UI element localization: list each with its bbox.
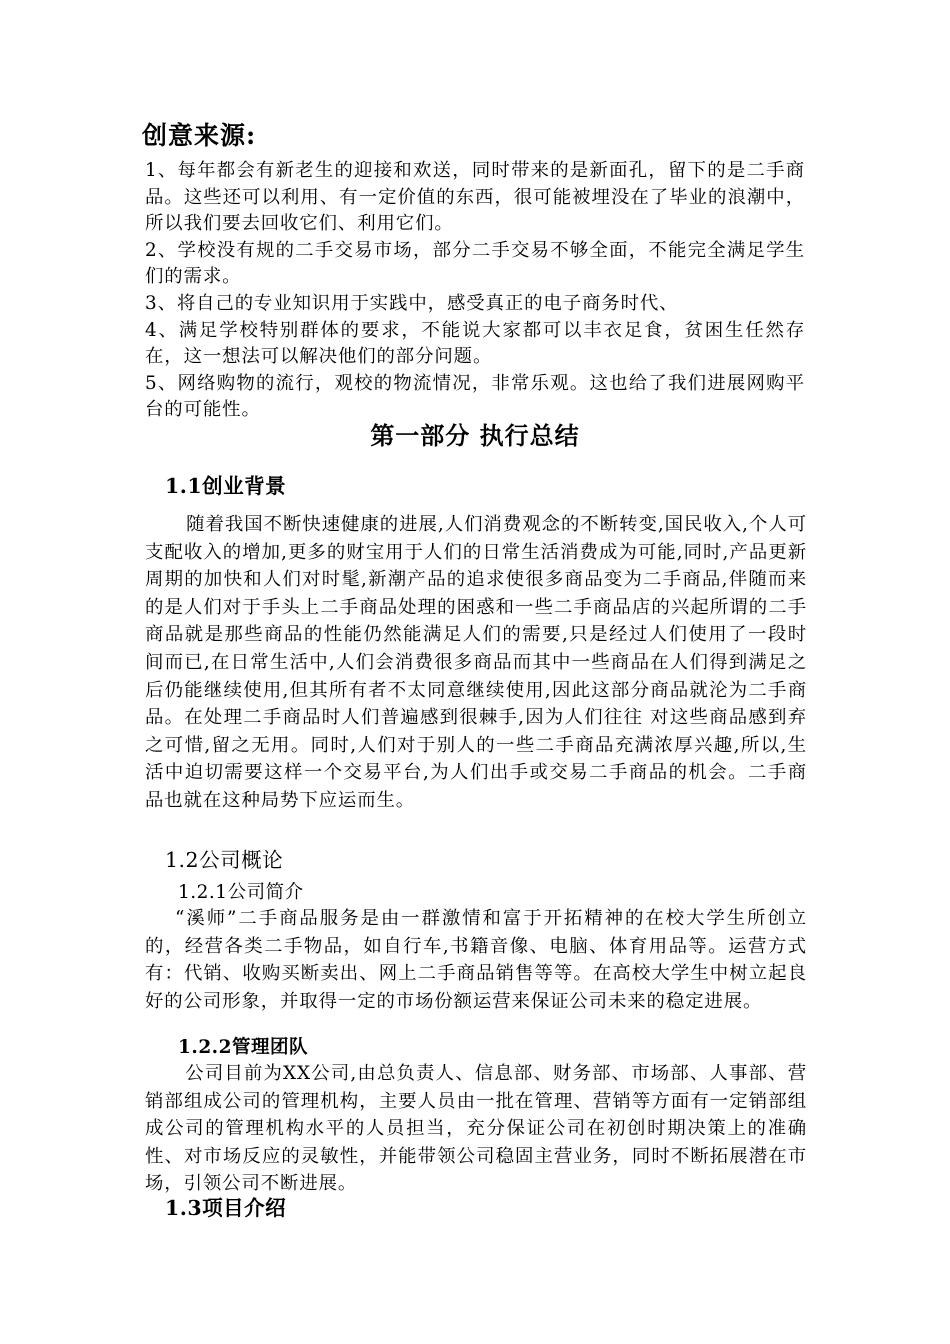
section-paragraph-team <box>145 1060 807 1198</box>
paragraph-text: 公司目前为XX公司,由总负责人、信息部、财务部、市场部、人事部、营销部组成公司的管理机构，主要人员由一批在管理、营销等方面有一定销部组成公司的管理机构水平的人员担当，充分保证公司在初创时期决策上的准确性、对市场反应的灵敏性，并能带领公司稳固主营业务，同时不断拓展潜在市场，引领公司不断进展。 <box>145 1063 807 1195</box>
section-heading-1-2: 1.2公司概论 <box>165 848 284 872</box>
paragraph-text: 随着我国不断快速健康的进展,人们消费观念的不断转变,国民收入,个人可支配收入的增加,更多的财宝用于人们的日常生活消费成为可能,同时,产品更新周期的加快和人们对时髦,新潮产品的追求使很多商品变为二手商品,伴随而来的是人们对于手头上二手商品处理的困惑和一些二手商品店的兴起所谓的二手商品就是那些商品的性能仍然能满足人们的需要,只是经过人们使用了一段时间而已,在日常生活中,人们会消费很多商品而其中一些商品在人们得到满足之后仍能继续使用,但其所有者不太同意继续使用,因此这部分商品就沦为二手商品。在处理二手商品时人们普遍感到很棘手,因为人们往往 对这些商品感到弃之可惜,留之无用。同时,人们对于别人的一些二手商品充满浓厚兴趣,所以,生活中迫切需要这样一个交易平台,为人们出手或交易二手商品的机会。二手商品也就在这种局势下应运而生。 <box>145 514 807 811</box>
paragraph-text: “溪师”二手商品服务是由一群激情和富于开拓精神的在校大学生所创立的，经营各类二手物品，如自行车,书籍音像、电脑、体育用品等。运营方式有：代销、收购买断卖出、网上二手商品销售等等。在高校大学生中树立起良好的公司形象，并取得一定的市场份额运营来保证公司未来的稳定进展。 <box>145 908 807 1012</box>
document-title: 创意来源: <box>142 121 257 150</box>
section-paragraph-company-intro <box>145 905 807 1015</box>
list-item: 4、满足学校特别群体的要求，不能说大家都可以丰衣足食，贫困生任然存在，这一想法可以解决他们的部分问题。 <box>145 319 805 368</box>
list-item: 2、学校没有规的二手交易市场，部分二手交易不够全面，不能完全满足学生们的需求。 <box>145 239 805 288</box>
list-item: 1、每年都会有新老生的迎接和欢送，同时带来的是新面孔，留下的是二手商品。这些还可以利用、有一定价值的东西，很可能被埋没在了毕业的浪潮中，所以我们要去回收它们、利用它们。 <box>145 160 805 235</box>
part-heading: 第一部分 执行总结 <box>370 421 580 450</box>
section-heading-1-2-2: 1.2.2管理团队 <box>178 1037 308 1058</box>
section-paragraph-background <box>145 511 807 815</box>
section-heading-1-3: 1.3项目介绍 <box>165 1196 287 1220</box>
idea-source-list <box>145 158 805 424</box>
list-item: 3、将自己的专业知识用于实践中，感受真正的电子商务时代、 <box>145 292 679 314</box>
section-heading-1-1: 1.1创业背景 <box>165 474 287 498</box>
list-item: 5、网络购物的流行，观校的物流情况，非常乐观。这也给了我们进展网购平台的可能性。 <box>145 372 805 421</box>
section-heading-1-2-1: 1.2.1公司简介 <box>178 882 304 903</box>
